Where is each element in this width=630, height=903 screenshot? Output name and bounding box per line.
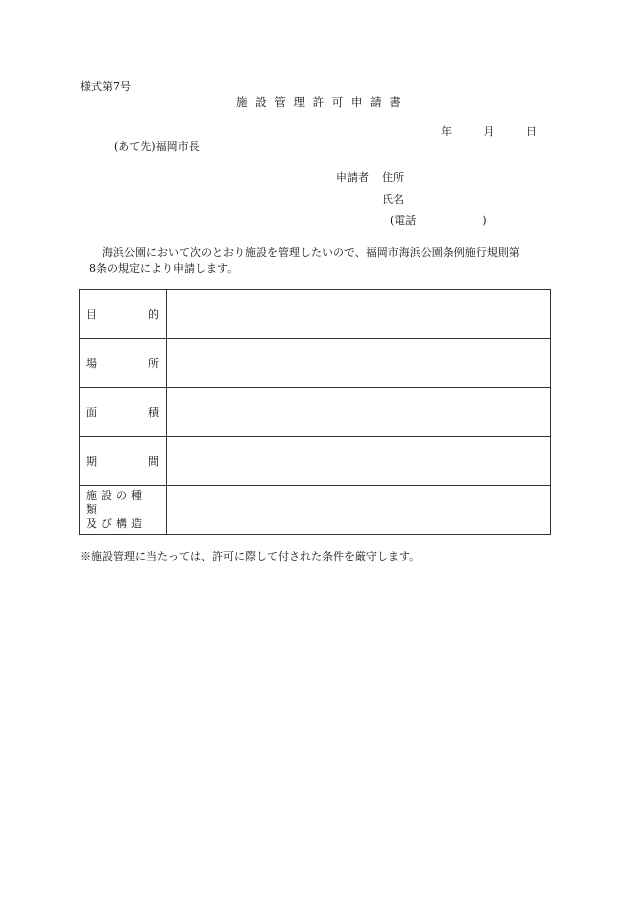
label-char: 積 bbox=[148, 406, 159, 419]
form-number: 様式第7号 bbox=[80, 80, 131, 93]
period-field[interactable] bbox=[167, 437, 551, 486]
label-char: 期 bbox=[86, 455, 97, 468]
footnote: ※施設管理に当たっては、許可に際して付された条件を厳守します。 bbox=[80, 550, 421, 563]
year-label: 年 bbox=[441, 125, 452, 138]
row-label bbox=[80, 339, 167, 388]
phone-line bbox=[390, 215, 487, 226]
table-row bbox=[80, 388, 551, 437]
intro-line-1: 海浜公園において次のとおり施設を管理したいので、福岡市海浜公園条例施行規則第 bbox=[102, 246, 520, 259]
intro-text bbox=[80, 245, 552, 277]
table-row bbox=[80, 486, 551, 535]
intro-line-2: 8条の規定により申請します。 bbox=[89, 262, 239, 275]
addressee: (あて先)福岡市長 bbox=[114, 140, 200, 153]
label-char: 間 bbox=[148, 455, 159, 468]
table-row bbox=[80, 437, 551, 486]
label-line-2: 及び構造 bbox=[86, 517, 146, 530]
day-label: 日 bbox=[526, 125, 537, 138]
phone-close: ) bbox=[482, 214, 487, 227]
row-label bbox=[80, 388, 167, 437]
date-line bbox=[441, 126, 537, 137]
purpose-field[interactable] bbox=[167, 290, 551, 339]
name-label: 氏名 bbox=[382, 193, 404, 206]
month-label: 月 bbox=[483, 125, 495, 138]
document-title: 施 設 管 理 許 可 申 請 書 bbox=[236, 95, 403, 109]
address-label: 住所 bbox=[382, 171, 404, 184]
table-row bbox=[80, 339, 551, 388]
label-char: 所 bbox=[148, 357, 159, 370]
phone-label: (電話 bbox=[390, 214, 417, 227]
facility-type-field[interactable] bbox=[167, 486, 551, 535]
label-line-1: 施設の種類 bbox=[86, 489, 146, 516]
location-field[interactable] bbox=[167, 339, 551, 388]
application-table bbox=[79, 289, 551, 535]
row-label bbox=[80, 437, 167, 486]
area-field[interactable] bbox=[167, 388, 551, 437]
table-row bbox=[80, 290, 551, 339]
applicant-label: 申請者 bbox=[336, 171, 369, 184]
label-char: 面 bbox=[86, 406, 97, 419]
row-label bbox=[80, 486, 167, 535]
label-char: 目 bbox=[86, 308, 97, 321]
label-char: 場 bbox=[86, 357, 97, 370]
row-label bbox=[80, 290, 167, 339]
label-char: 的 bbox=[148, 308, 159, 321]
